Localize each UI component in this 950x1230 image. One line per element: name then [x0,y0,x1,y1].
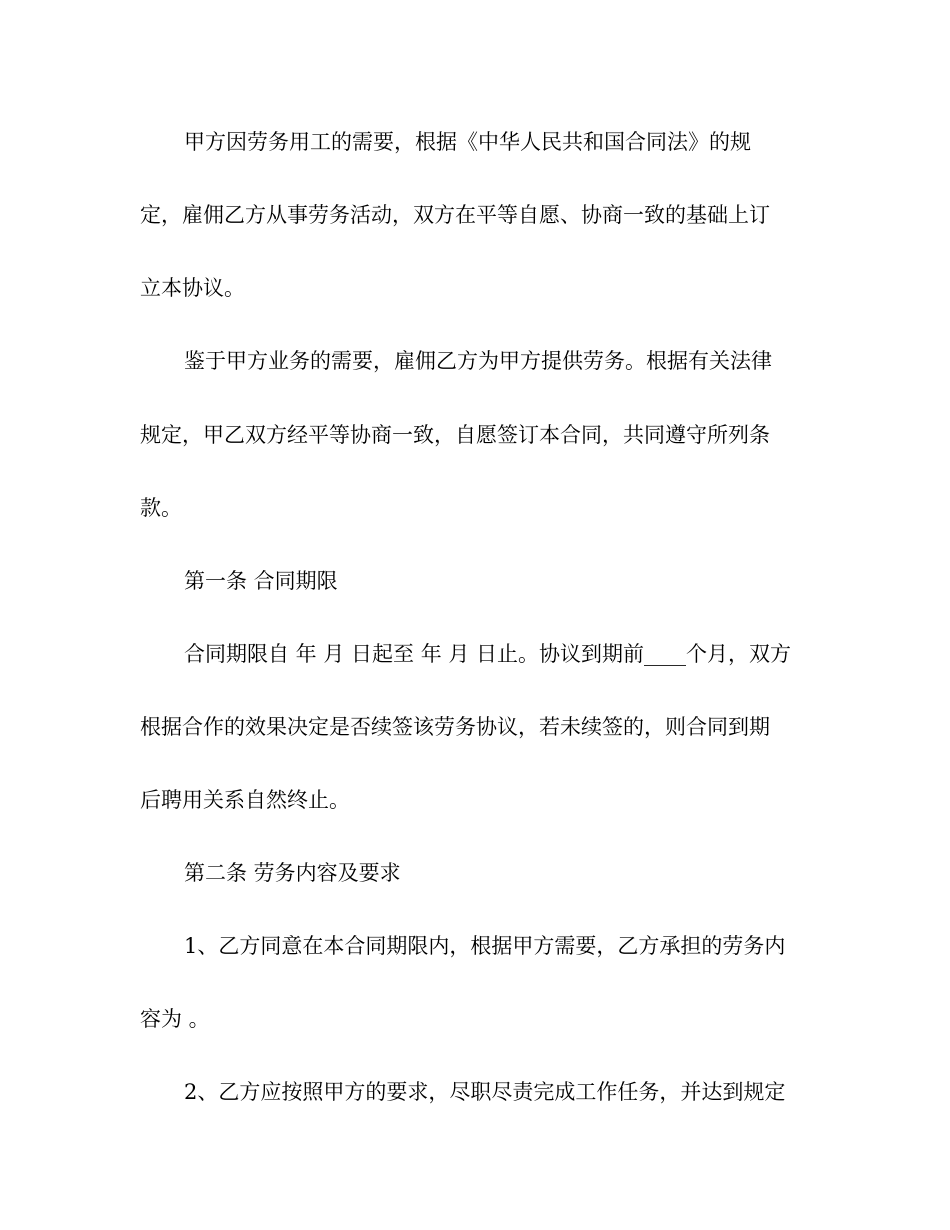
clause-1-line-2: 容为 。 [140,1007,210,1031]
paragraph-1-line-1: 甲方因劳务用工的需要，根据《中华人民共和国合同法》的规 [184,130,751,154]
paragraph-3-line-1: 合同期限自 年 月 日起至 年 月 日止。协议到期前____个月，双方 [184,642,792,666]
paragraph-2-line-1: 鉴于甲方业务的需要，雇佣乙方为甲方提供劳务。根据有关法律 [184,349,772,373]
clause-1-line-1: 1、乙方同意在本合同期限内，根据甲方需要，乙方承担的劳务内 [184,934,786,958]
article-1-heading: 第一条 合同期限 [184,569,338,593]
article-2-heading: 第二条 劳务内容及要求 [184,861,401,885]
paragraph-3-line-2: 根据合作的效果决定是否续签该劳务协议，若未续签的，则合同到期 [140,715,770,739]
paragraph-3-line-3: 后聘用关系自然终止。 [140,788,350,812]
paragraph-1-line-2: 定，雇佣乙方从事劳务活动，双方在平等自愿、协商一致的基础上订 [140,203,770,227]
paragraph-2-line-3: 款。 [140,496,182,520]
clause-2-line-1: 2、乙方应按照甲方的要求，尽职尽责完成工作任务，并达到规定 [184,1080,786,1104]
paragraph-2-line-2: 规定，甲乙双方经平等协商一致，自愿签订本合同，共同遵守所列条 [140,423,770,447]
paragraph-1-line-3: 立本协议。 [140,276,245,300]
